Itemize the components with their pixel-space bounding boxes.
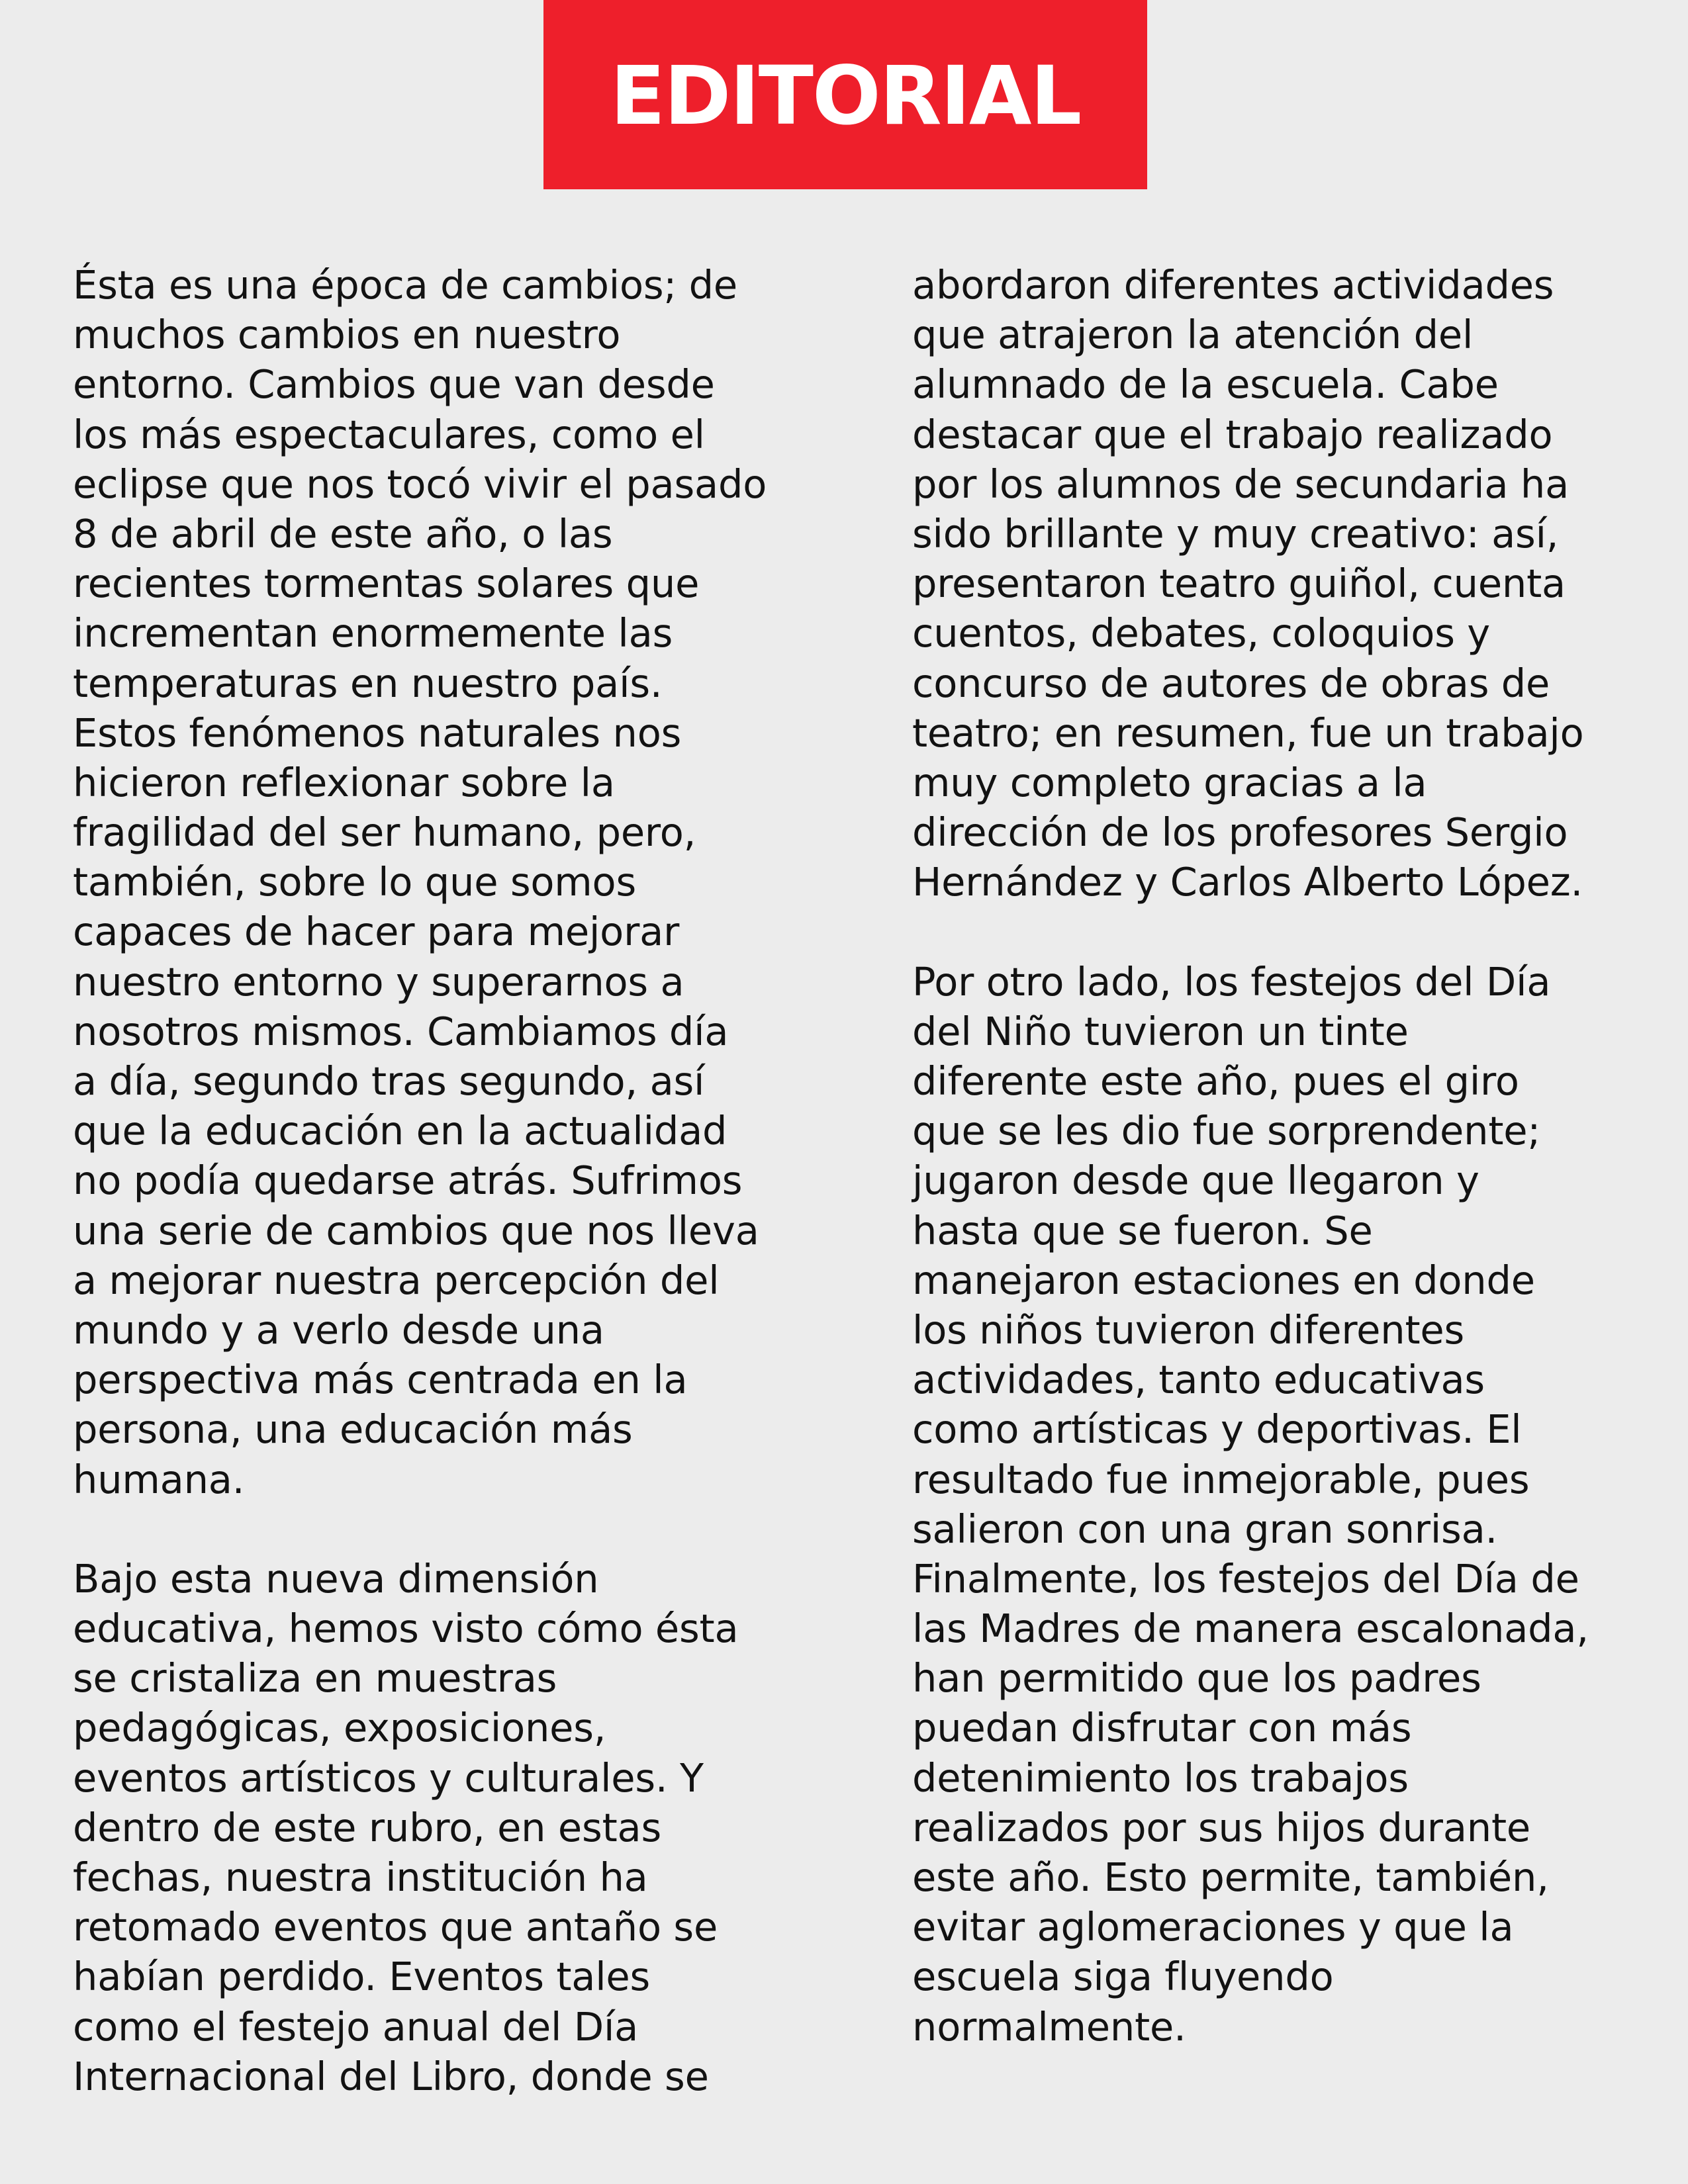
text-line: incrementan enormemente las (73, 610, 673, 657)
article-column-right (912, 260, 1673, 2052)
text-line: detenimiento los trabajos (912, 1754, 1409, 1801)
editorial-banner (543, 0, 1147, 189)
text-line: los niños tuvieron diferentes (912, 1306, 1465, 1353)
text-line: destacar que el trabajo realizado (912, 411, 1553, 457)
text-line: realizados por sus hijos durante (912, 1804, 1530, 1850)
text-line: las Madres de manera escalonada, (912, 1606, 1589, 1652)
text-line: actividades, tanto educativas (912, 1357, 1485, 1403)
text-line: del Niño tuvieron un tinte (912, 1008, 1409, 1054)
text-line: humana. (73, 1456, 245, 1502)
text-line: abordaron diferentes actividades (912, 262, 1554, 308)
text-line: Internacional del Libro, donde se (73, 2053, 709, 2099)
text-line: evitar aglomeraciones y que la (912, 1904, 1514, 1950)
text-line: teatro; en resumen, fue un trabajo (912, 709, 1584, 756)
text-line: normalmente. (912, 2003, 1186, 2050)
text-line: los más espectaculares, como el (73, 411, 705, 457)
text-line: nuestro entorno y superarnos a (73, 958, 684, 1005)
text-line: se cristaliza en muestras (73, 1655, 557, 1702)
text-line: como artísticas y deportivas. El (912, 1406, 1522, 1453)
text-line: presentaron teatro guiñol, cuenta (912, 561, 1566, 607)
text-line: escuela siga fluyendo (912, 1954, 1334, 2000)
paragraph-gap (73, 1504, 834, 1554)
text-line: no podía quedarse atrás. Sufrimos (73, 1158, 743, 1204)
text-line: muchos cambios en nuestro (73, 312, 621, 358)
text-line: como el festejo anual del Día (73, 2003, 639, 2050)
text-line: jugaron desde que llegaron y (912, 1158, 1479, 1204)
text-line: que la educación en la actualidad (73, 1108, 727, 1154)
article-column-left (73, 260, 834, 2101)
text-line: que atrajeron la atención del (912, 312, 1474, 358)
text-line: alumnado de la escuela. Cabe (912, 361, 1499, 408)
text-line: eclipse que nos tocó vivir el pasado (73, 461, 767, 507)
text-line: han permitido que los padres (912, 1655, 1481, 1702)
text-line: cuentos, debates, coloquios y (912, 610, 1491, 657)
text-line: retomado eventos que antaño se (73, 1904, 718, 1950)
text-line: 8 de abril de este año, o las (73, 510, 613, 557)
text-line: pedagógicas, exposiciones, (73, 1705, 606, 1751)
text-line: Ésta es una época de cambios; de (73, 262, 737, 308)
text-line: este año. Esto permite, también, (912, 1854, 1549, 1900)
page-title: EDITORIAL (610, 49, 1081, 143)
text-line: Bajo esta nueva dimensión (73, 1555, 599, 1602)
text-line: por los alumnos de secundaria ha (912, 461, 1570, 507)
text-line: sido brillante y muy creativo: así, (912, 510, 1559, 557)
paragraph-gap (912, 907, 1673, 956)
text-line: dirección de los profesores Sergio (912, 809, 1568, 856)
text-line: entorno. Cambios que van desde (73, 361, 715, 408)
text-line: diferente este año, pues el giro (912, 1058, 1519, 1104)
text-line: nosotros mismos. Cambiamos día (73, 1008, 729, 1054)
text-line: persona, una educación más (73, 1406, 633, 1453)
text-line: mundo y a verlo desde una (73, 1306, 604, 1353)
text-line: educativa, hemos visto cómo ésta (73, 1606, 739, 1652)
text-line: Finalmente, los festejos del Día de (912, 1555, 1579, 1602)
text-line: fragilidad del ser humano, pero, (73, 809, 696, 856)
text-line: dentro de este rubro, en estas (73, 1804, 661, 1850)
text-line: concurso de autores de obras de (912, 660, 1550, 706)
text-line: puedan disfrutar con más (912, 1705, 1412, 1751)
text-line: perspectiva más centrada en la (73, 1357, 688, 1403)
text-line: Estos fenómenos naturales nos (73, 709, 682, 756)
text-line: a mejorar nuestra percepción del (73, 1257, 720, 1303)
text-line: hasta que se fueron. Se (912, 1207, 1373, 1253)
text-line: Hernández y Carlos Alberto López. (912, 859, 1583, 905)
text-line: muy completo gracias a la (912, 759, 1427, 805)
text-line: a día, segundo tras segundo, así (73, 1058, 705, 1104)
text-line: eventos artísticos y culturales. Y (73, 1754, 704, 1801)
text-line: resultado fue inmejorable, pues (912, 1456, 1530, 1502)
text-line: recientes tormentas solares que (73, 561, 700, 607)
text-line: fechas, nuestra institución ha (73, 1854, 648, 1900)
text-line: capaces de hacer para mejorar (73, 909, 680, 955)
text-line: también, sobre lo que somos (73, 859, 636, 905)
text-line: que se les dio fue sorprendente; (912, 1108, 1541, 1154)
text-line: una serie de cambios que nos lleva (73, 1207, 759, 1253)
text-line: salieron con una gran sonrisa. (912, 1506, 1498, 1552)
text-line: hicieron reflexionar sobre la (73, 759, 615, 805)
text-line: manejaron estaciones en donde (912, 1257, 1535, 1303)
text-line: habían perdido. Eventos tales (73, 1954, 651, 2000)
text-line: Por otro lado, los festejos del Día (912, 958, 1551, 1005)
text-line: temperaturas en nuestro país. (73, 660, 663, 706)
